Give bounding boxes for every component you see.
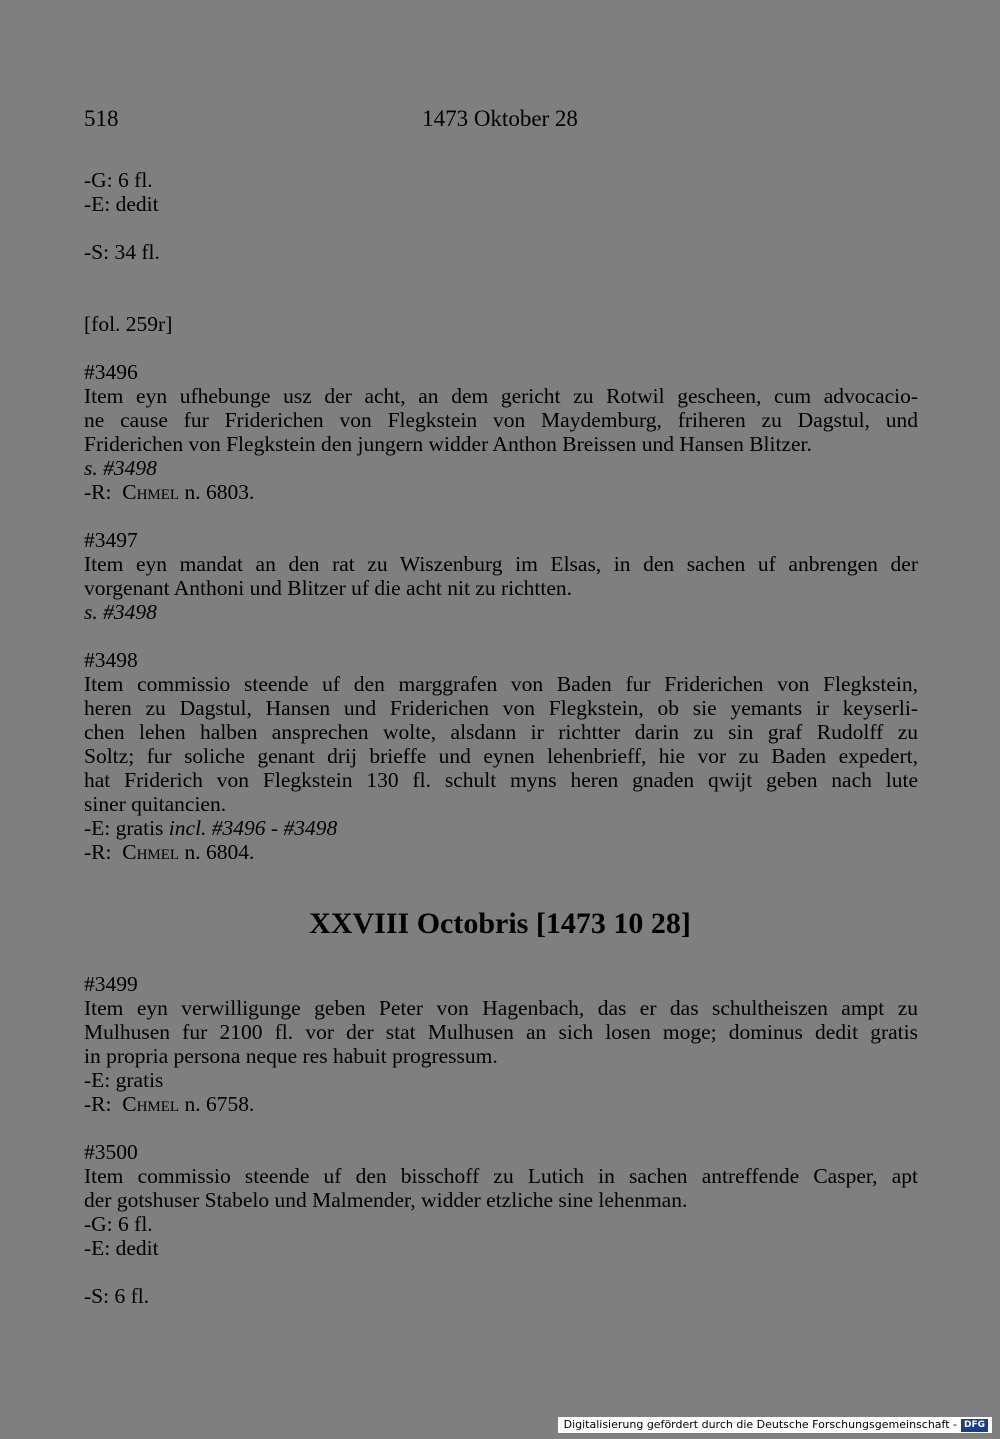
funding-footer [558, 1417, 992, 1433]
edition-reference: -E: gratis incl. #3496 - #3498 [84, 816, 338, 840]
entry-text-line: vorgenant Anthoni und Blitzer uf die acht nit zu richtten. [84, 576, 573, 600]
entry-text-line: Soltz; fur soliche genant drij brieffe und eynen lehenbrieff, hie vor zu Baden expedert, [84, 744, 918, 768]
entry-3497 [84, 528, 918, 624]
entry-text-line: siner quitancien. [84, 792, 227, 816]
entry-text-line: in propria persona neque res habuit progressum. [84, 1044, 498, 1068]
entry-id: #3500 [84, 1140, 138, 1164]
entry-text-line: hat Friderich von Flegkstein 130 fl. schult myns heren gnaden qwijt geben nach lute [84, 768, 918, 792]
entry-text-line: heren zu Dagstul, Hansen und Friderichen von Flegkstein, ob sie yemants ir keyserli- [84, 696, 918, 720]
edition-reference: -E: gratis [84, 1068, 164, 1092]
entry-3496 [84, 360, 918, 504]
entry-text-line: Item eyn mandat an den rat zu Wiszenburg im Elsas, in den sachen uf anbrengen der [84, 552, 918, 576]
entry-text-line: Friderichen von Flegkstein den jungern widder Anthon Breissen und Hansen Blitzer. [84, 432, 812, 456]
cross-reference: s. #3498 [84, 600, 157, 624]
entry-text-line: Item eyn ufhebunge usz der acht, an dem gericht zu Rotwil gescheen, cum advocacio- [84, 384, 918, 408]
entry-id: #3496 [84, 360, 138, 384]
entry-id: #3499 [84, 972, 138, 996]
entry-text-line: Item commissio steende uf den bisschoff zu Lutich in sachen antreffende Casper, apt [84, 1164, 918, 1188]
entry-text-line: ne cause fur Friderichen von Flegkstein von Maydemburg, friheren zu Dagstul, und [84, 408, 918, 432]
sum-amount: -S: 6 fl. [84, 1284, 150, 1308]
edition-reference: -E: dedit [84, 1236, 159, 1260]
regest-reference: -R: Chmel n. 6803. [84, 480, 255, 504]
pre-g: -G: 6 fl. [84, 168, 153, 192]
entry-text-line: Item commissio steende uf den marggrafen von Baden fur Friderichen von Flegkstein, [84, 672, 918, 696]
page-content [84, 168, 918, 1308]
footer-text: Digitalisierung gefördert durch die Deutsche Forschungsgemeinschaft - [563, 1418, 957, 1431]
dfg-logo: DFG [961, 1419, 988, 1432]
cross-reference: s. #3498 [84, 456, 157, 480]
section-title: XXVIII Octobris [1473 10 28] [309, 907, 691, 940]
running-title: 1473 Oktober 28 [422, 106, 578, 131]
entry-3499 [84, 972, 918, 1116]
entry-3498 [84, 648, 918, 864]
pre-e: -E: dedit [84, 192, 159, 216]
folio-ref: [fol. 259r] [84, 312, 173, 336]
page-number: 518 [84, 106, 119, 131]
entry-text-line: Item eyn verwilligunge geben Peter von Hagenbach, das er das schultheiszen ampt zu [84, 996, 918, 1020]
entry-3500 [84, 1140, 918, 1308]
entry-text-line: der gotshuser Stabelo und Malmender, widder etzliche sine lehenman. [84, 1188, 688, 1212]
entry-text-line: Mulhusen fur 2100 fl. vor der stat Mulhusen an sich losen moge; dominus dedit gratis [84, 1020, 918, 1044]
grant-amount: -G: 6 fl. [84, 1212, 153, 1236]
entry-id: #3498 [84, 648, 138, 672]
pre-s: -S: 34 fl. [84, 240, 160, 264]
entry-id: #3497 [84, 528, 138, 552]
regest-reference: -R: Chmel n. 6804. [84, 840, 255, 864]
entry-text-line: chen lehen halben ansprechen wolte, alsdann ir richtter darin zu sin graf Rudolff zu [84, 720, 918, 744]
regest-reference: -R: Chmel n. 6758. [84, 1092, 255, 1116]
